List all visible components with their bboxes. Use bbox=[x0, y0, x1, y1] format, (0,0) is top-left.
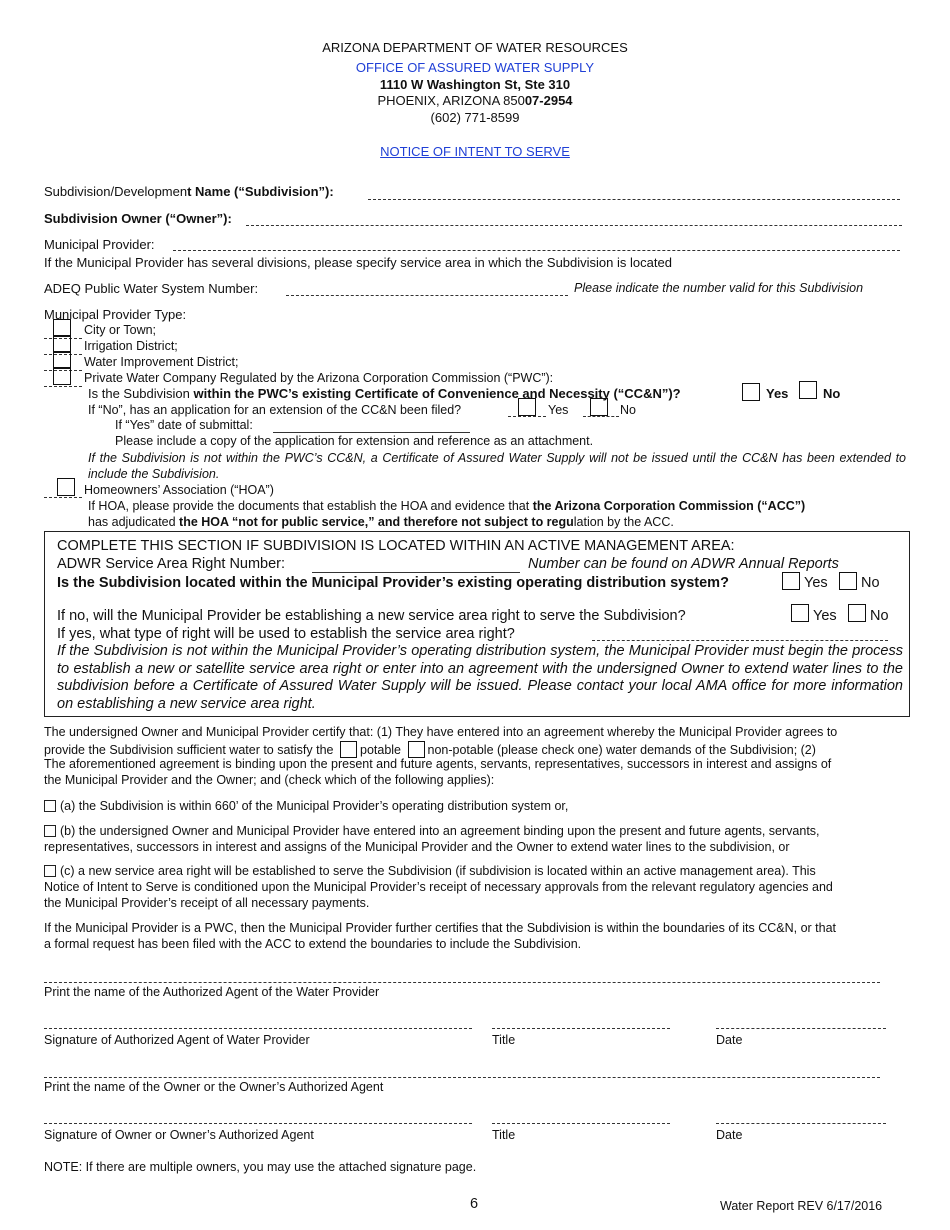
distribution-no-label: No bbox=[861, 575, 880, 591]
ccn-yes-checkbox[interactable] bbox=[742, 383, 760, 401]
hoa-checkbox[interactable] bbox=[57, 478, 75, 496]
ama-note: If the Subdivision is not within the Municipal Provider’s operating distribution system, the Municipal Provider must begin the process to establish a new or satellite service area right or enter into an agreement with the undersigned Owner to extend water lines to the subdivision before a Certificate of Assured Water Supply will be issued. Please contact your local AMA office for more information on establishing a new service area right. bbox=[57, 643, 903, 712]
new-right-yes-label: Yes bbox=[813, 608, 837, 624]
ext-no-underline bbox=[583, 416, 619, 417]
agent-date-label: Date bbox=[716, 1033, 743, 1047]
phone-number: (602) 771-8599 bbox=[430, 110, 520, 125]
option-a: (a) the Subdivision is within 660’ of the Municipal Provider’s operating distribution system or, bbox=[44, 799, 568, 813]
new-right-no-label: No bbox=[870, 608, 889, 624]
option-c-line1: (c) a new service area right will be established to serve the Subdivision (if subdivision is located within an active management area). This bbox=[44, 864, 816, 878]
service-area-right-label: ADWR Service Area Right Number: bbox=[57, 556, 286, 572]
provider-type-heading: Municipal Provider Type: bbox=[44, 307, 187, 322]
form-title[interactable]: NOTICE OF INTENT TO SERVE bbox=[380, 144, 570, 159]
subdivision-label: Subdivision/Development Name (“Subdivision”): bbox=[44, 184, 334, 199]
certification-line4: the Municipal Provider and the Owner; and (check which of the following applies): bbox=[44, 773, 495, 787]
pwc-label: Private Water Company Regulated by the Arizona Corporation Commission (“PWC”): bbox=[84, 371, 554, 385]
pwc-checkbox[interactable] bbox=[53, 367, 71, 385]
owner-date-label: Date bbox=[716, 1128, 743, 1142]
divisions-note: If the Municipal Provider has several divisions, please specify service area in which the Subdivision is located bbox=[44, 255, 672, 270]
ccn-yes-label: Yes bbox=[766, 386, 789, 401]
multiple-owners-note: NOTE: If there are multiple owners, you may use the attached signature page. bbox=[44, 1160, 477, 1174]
adeq-hint: Please indicate the number valid for this Subdivision bbox=[574, 281, 864, 295]
ext-no-checkbox[interactable] bbox=[590, 398, 608, 416]
street-address: 1110 W Washington St, Ste 310 bbox=[379, 77, 571, 92]
distribution-yes-label: Yes bbox=[804, 575, 828, 591]
submittal-date-label: If “Yes” date of submittal: bbox=[115, 418, 253, 432]
subdivision-input[interactable] bbox=[368, 199, 900, 200]
option-c-checkbox[interactable] bbox=[44, 865, 56, 877]
agent-signature-label: Signature of Authorized Agent of Water Provider bbox=[44, 1033, 310, 1047]
non-potable-checkbox[interactable] bbox=[408, 741, 425, 758]
distribution-question: Is the Subdivision located within the Municipal Provider’s existing operating distribution system? bbox=[57, 575, 729, 591]
distribution-no-checkbox[interactable] bbox=[839, 572, 857, 590]
owner-title-label: Title bbox=[492, 1128, 516, 1142]
submittal-date-input[interactable] bbox=[273, 432, 470, 433]
water-improvement-label: Water Improvement District; bbox=[84, 355, 239, 369]
option-c-line2: Notice of Intent to Serve is conditioned upon the Municipal Provider’s receipt of necessary approvals from the relevant regulatory agencies and bbox=[44, 880, 833, 894]
hoa-label: Homeowners’ Association (“HOA”) bbox=[84, 483, 274, 497]
owner-signature-label: Signature of Owner or Owner’s Authorized Agent bbox=[44, 1128, 314, 1142]
agency-name: ARIZONA DEPARTMENT OF WATER RESOURCES bbox=[322, 40, 628, 55]
agent-signature-input[interactable] bbox=[44, 1028, 472, 1029]
agent-title-input[interactable] bbox=[492, 1028, 670, 1029]
right-type-input[interactable] bbox=[592, 640, 888, 641]
copy-note: Please include a copy of the application for extension and reference as an attachment. bbox=[115, 434, 594, 448]
adeq-label: ADEQ Public Water System Number: bbox=[44, 281, 259, 296]
option-a-checkbox[interactable] bbox=[44, 800, 56, 812]
hoa-note-line2: has adjudicated the HOA “not for public service,” and therefore not subject to regulation by the ACC. bbox=[88, 515, 674, 529]
certification-line3: The aforementioned agreement is binding upon the present and future agents, servants, representatives, successors in interest and assigns of bbox=[44, 757, 832, 771]
municipal-provider-label: Municipal Provider: bbox=[44, 237, 155, 252]
agent-name-label: Print the name of the Authorized Agent of the Water Provider bbox=[44, 985, 380, 999]
page-number: 6 bbox=[470, 1196, 479, 1212]
owner-signature-input[interactable] bbox=[44, 1123, 472, 1124]
owner-date-input[interactable] bbox=[716, 1123, 886, 1124]
pwc-warning: If the Subdivision is not within the PWC’s CC&N, a Certificate of Assured Water Supply will not be issued until the CC&N has been extended to include the Subdivision. bbox=[88, 451, 906, 481]
ext-yes-label: Yes bbox=[548, 403, 569, 417]
revision-label: Water Report REV 6/17/2016 bbox=[720, 1199, 883, 1213]
office-name: OFFICE OF ASSURED WATER SUPPLY bbox=[355, 60, 595, 75]
ext-yes-checkbox[interactable] bbox=[518, 398, 536, 416]
ccn-no-label: No bbox=[823, 386, 841, 401]
city-label: City or Town; bbox=[84, 323, 157, 337]
new-right-yes-checkbox[interactable] bbox=[791, 604, 809, 622]
service-area-right-input[interactable] bbox=[312, 572, 520, 573]
owner-name-label: Print the name of the Owner or the Owner’s Authorized Agent bbox=[44, 1080, 384, 1094]
irrigation-label: Irrigation District; bbox=[84, 339, 178, 353]
potable-checkbox[interactable] bbox=[340, 741, 357, 758]
option-b: (b) the undersigned Owner and Municipal Provider have entered into an agreement binding upon the present and future agents, servants, representatives, successors in interest and assigns of the Municipal Provider and the Owner to extend water lines to the subdivision, or bbox=[44, 824, 820, 854]
ccn-question: Is the Subdivision within the PWC’s existing Certificate of Convenience and Necessity (“CC&N”)? bbox=[88, 386, 681, 401]
owner-input[interactable] bbox=[246, 225, 902, 226]
pwc-underline bbox=[44, 386, 82, 387]
distribution-yes-checkbox[interactable] bbox=[782, 572, 800, 590]
ccn-no-checkbox[interactable] bbox=[799, 381, 817, 399]
agent-name-input[interactable] bbox=[44, 982, 880, 983]
hoa-note-line1: If HOA, please provide the documents that establish the HOA and evidence that the Arizona Corporation Commission (“ACC”) bbox=[88, 499, 806, 513]
pwc-certification-line1: If the Municipal Provider is a PWC, then the Municipal Provider further certifies that the Subdivision is within the boundaries of its CC&N, or that bbox=[44, 921, 837, 935]
certification-line1: The undersigned Owner and Municipal Provider certify that: (1) They have entered into an agreement whereby the Municipal Provider agrees to bbox=[44, 725, 838, 739]
new-right-question: If no, will the Municipal Provider be establishing a new service area right to serve the Subdivision? bbox=[57, 608, 686, 624]
certification-line2: provide the Subdivision sufficient water to satisfy the potable non-potable (please check one) water demands of the Subdivision; (2) bbox=[44, 743, 816, 757]
owner-label: Subdivision Owner (“Owner”): bbox=[44, 211, 232, 226]
hoa-underline bbox=[44, 497, 82, 498]
agent-date-input[interactable] bbox=[716, 1028, 886, 1029]
ext-yes-underline bbox=[508, 416, 546, 417]
owner-name-input[interactable] bbox=[44, 1077, 880, 1078]
ama-heading: COMPLETE THIS SECTION IF SUBDIVISION IS LOCATED WITHIN AN ACTIVE MANAGEMENT AREA: bbox=[57, 538, 735, 554]
municipal-provider-input[interactable] bbox=[173, 250, 900, 251]
option-b-checkbox[interactable] bbox=[44, 825, 56, 837]
option-c-line3: the Municipal Provider’s receipt of all necessary payments. bbox=[44, 896, 370, 910]
owner-title-input[interactable] bbox=[492, 1123, 670, 1124]
adeq-input[interactable] bbox=[286, 295, 568, 296]
service-area-right-hint: Number can be found on ADWR Annual Reports bbox=[528, 556, 839, 572]
new-right-no-checkbox[interactable] bbox=[848, 604, 866, 622]
ext-no-label: No bbox=[620, 403, 636, 417]
right-type-question: If yes, what type of right will be used to establish the service area right? bbox=[57, 626, 515, 642]
extension-question: If “No”, has an application for an extension of the CC&N been filed? bbox=[88, 403, 462, 417]
agent-title-label: Title bbox=[492, 1033, 516, 1047]
city-address: PHOENIX, ARIZONA 85007-2954 bbox=[377, 93, 573, 108]
pwc-certification-line2: a formal request has been filed with the ACC to extend the boundaries to include the Subdivision. bbox=[44, 937, 582, 951]
